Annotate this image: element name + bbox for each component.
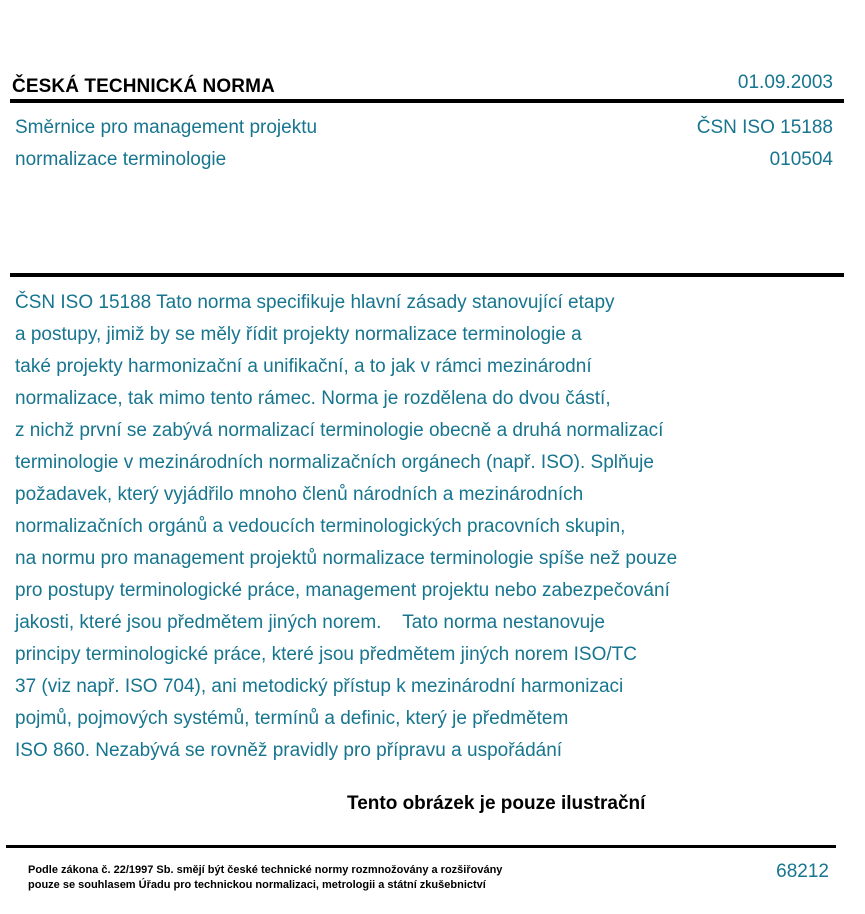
abstract-text <box>15 287 795 767</box>
footer-divider <box>6 845 836 848</box>
abstract-line: ČSN ISO 15188 Tato norma specifikuje hlavní zásady stanovující etapy <box>15 292 615 313</box>
abstract-line: na normu pro management projektů normalizace terminologie spíše než pouze <box>15 548 678 569</box>
catalog-number: 68212 <box>776 861 829 882</box>
abstract-line: ISO 860. Nezabývá se rovněž pravidly pro přípravu a uspořádání <box>15 740 563 761</box>
abstract-line: pro postupy terminologické práce, management projektu nebo zabezpečování <box>15 580 670 601</box>
standard-title-line-1: Směrnice pro management projektu <box>15 117 318 138</box>
abstract-line: normalizačních orgánů a vedoucích terminologických pracovních skupin, <box>15 516 626 537</box>
copyright-notice-line: Podle zákona č. 22/1997 Sb. smějí být české technické normy rozmnožovány a rozšiřovány <box>28 864 503 876</box>
header-divider <box>10 99 844 103</box>
copyright-notice-line: pouze se souhlasem Úřadu pro technickou normalizaci, metrologii a státní zkušebnictví <box>28 879 486 891</box>
classification-code: 010504 <box>769 149 833 170</box>
document-type-title: ČESKÁ TECHNICKÁ NORMA <box>12 76 275 97</box>
abstract-line: z nichž první se zabývá normalizací terminologie obecně a druhá normalizací <box>15 420 664 441</box>
illustration-notice: Tento obrázek je pouze ilustrační <box>347 793 646 814</box>
abstract-line: normalizace, tak mimo tento rámec. Norma je rozdělena do dvou částí, <box>15 388 611 409</box>
abstract-line: jakosti, které jsou předmětem jiných norem. Tato norma nestanovuje <box>15 612 605 633</box>
abstract-line: terminologie v mezinárodních normalizačních orgánech (např. ISO). Splňuje <box>15 452 654 473</box>
standard-title-line-2: normalizace terminologie <box>15 149 227 170</box>
standard-code: ČSN ISO 15188 <box>696 117 833 138</box>
abstract-line: principy terminologické práce, které jsou předmětem jiných norem ISO/TC <box>15 644 637 665</box>
abstract-divider <box>10 273 844 277</box>
abstract-line: a postupy, jimiž by se měly řídit projekty normalizace terminologie a <box>15 324 582 345</box>
abstract-line: 37 (viz např. ISO 704), ani metodický přístup k mezinárodní harmonizaci <box>15 676 624 697</box>
publication-date: 01.09.2003 <box>737 72 833 93</box>
abstract-line: požadavek, který vyjádřilo mnoho členů národních a mezinárodních <box>15 484 584 505</box>
abstract-line: také projekty harmonizační a unifikační, a to jak v rámci mezinárodní <box>15 356 592 377</box>
abstract-line: pojmů, pojmových systémů, termínů a definic, který je předmětem <box>15 708 569 729</box>
copyright-notice <box>28 863 502 893</box>
